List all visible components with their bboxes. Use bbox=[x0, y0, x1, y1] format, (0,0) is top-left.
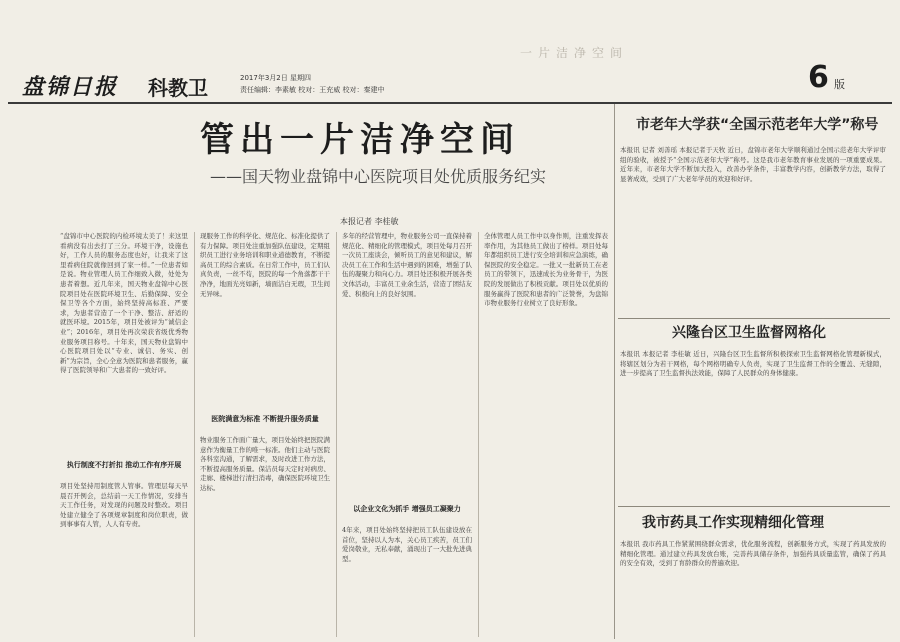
article-subhead-1: 执行制度不打折扣 推动工作有序开展 bbox=[66, 461, 182, 469]
article-column-4: 全体管理人员工作中以身作则，注重发挥表率作用，为其他员工做出了榜样。项目处每年都组织员工进行安全培训和应急演练，确保医院的安全稳定。一批又一批新员工在老员工的带领下，迅速成长为业务骨干，为医院的发展做出了积极贡献。项目处以优质的服务赢得了医院和患者的广泛赞誉，为盘锦市物业服务行业树立了良好形象。 bbox=[484, 232, 608, 308]
side-headline-3: 我市药具工作实现精细化管理 bbox=[642, 515, 824, 531]
column-divider bbox=[336, 232, 337, 637]
editors-line: 责任编辑：李素敏 校对：王充威 校对：秦建中 bbox=[240, 86, 385, 94]
side-headline-2: 兴隆台区卫生监督网格化 bbox=[672, 325, 826, 341]
article-column-2: 现服务工作的科学化、规范化、标准化提供了有力保障。项目处注重加强队伍建设，定期组织员工进行业务培训和职业道德教育，不断提高员工的综合素质。在日常工作中，员工们认真负责，一丝不苟，医院的每一个角落都干干净净，地面光亮如新，墙面洁白无瑕，卫生间无异味。 bbox=[200, 232, 330, 298]
section-rule bbox=[618, 318, 890, 319]
issue-date: 2017年3月2日 星期四 bbox=[240, 74, 311, 82]
side-body-1: 本报讯 记者 刘善瑶 本报记者于天牧 近日，盘锦市老年大学顺利通过全国示范老年大学评审组的验收，被授予“全国示范老年大学”称号。这是我市老年教育事业发展的一项重要成果。近年来，市老年大学不断加大投入，改善办学条件，丰富教学内容，创新教学方法，取得了显著成效，受到了广大老年学员的欢迎和好评。 bbox=[620, 146, 886, 183]
article-subhead-2: 医院满意为标准 不断提升服务质量 bbox=[211, 415, 319, 423]
article-column-1b: 项目处坚持用制度管人管事。管理层每天早晨召开例会，总结前一天工作情况，安排当天工作任务，对发现的问题及时整改。项目处建立健全了各项规章制度和岗位职责，做到事事有人管，人人有专责。 bbox=[60, 482, 188, 529]
main-byline: 本报记者 李桂敏 bbox=[340, 217, 399, 226]
article-subhead-3: 以企业文化为抓手 增强员工凝聚力 bbox=[353, 505, 461, 513]
page-suffix: 版 bbox=[834, 78, 845, 91]
main-headline: 管出一片洁净空间 bbox=[200, 120, 520, 160]
column-divider bbox=[478, 232, 479, 637]
main-subheadline: ——国天物业盘锦中心医院项目处优质服务纪实 bbox=[210, 167, 547, 186]
paper-name: 盘锦日报 bbox=[22, 74, 119, 100]
section-name: 科教卫 bbox=[148, 76, 208, 100]
article-column-3: 多年的经营管理中，物业服务公司一直保持着规范化、精细化的管理模式，项目处每月召开一次员工座谈会，倾听员工的意见和建议，解决员工在工作和生活中遇到的困难，增强了队伍的凝聚力和向心力。项目处还积极开展各类文体活动，丰富员工业余生活，营造了团结友爱、积极向上的良好氛围。 bbox=[342, 232, 472, 298]
article-column-3b: 4年来，项目处始终坚持把员工队伍建设放在首位，坚持以人为本，关心员工疾苦，员工们爱岗敬业，无私奉献，涌现出了一大批先进典型。 bbox=[342, 526, 472, 563]
page-number: 6 bbox=[808, 60, 829, 95]
side-body-3: 本报讯 我市药具工作紧紧围绕群众需求，优化服务流程，创新服务方式，实现了药具发放的精细化管理。通过建立药具发放台账，完善药具储存条件，加强药具质量监管，确保了药具的安全有效，受到了育龄群众的普遍欢迎。 bbox=[620, 540, 886, 568]
masthead bbox=[8, 60, 892, 104]
side-headline-1: 市老年大学获“全国示范老年大学”称号 bbox=[636, 117, 879, 133]
section-rule bbox=[618, 506, 890, 507]
section-divider bbox=[614, 104, 615, 639]
article-column-2b: 物业服务工作面广量大，项目处始终把医院满意作为衡量工作的唯一标准。他们主动与医院各科室沟通，了解需求，及时改进工作方法，不断提高服务质量。保洁员每天定时对病房、走廊、楼梯进行清扫消毒，确保医院环境卫生达标。 bbox=[200, 436, 330, 492]
side-body-2: 本报讯 本报记者 李桂敏 近日，兴隆台区卫生监督所积极探索卫生监督网格化管理新模式，将辖区划分为若干网格，每个网格明确专人负责，实现了卫生监督工作的全覆盖、无缝隙，进一步提高了卫生监督执法效能，保障了人民群众的身体健康。 bbox=[620, 350, 886, 378]
column-divider bbox=[194, 232, 195, 637]
bleed-through-text: 一片洁净空间 bbox=[520, 46, 629, 58]
article-column-1: “盘锦市中心医院的内检环境太美了！来这里看病没有出去打了三分。环境干净，设施也好，工作人员的服务态度也好，让我来了这里看病住院就像回到了家一样。”一位患者如是说。物业管理人员工作细致入微，处处为患者着想。近几年来，国天物业盘锦中心医院项目处在医院环境卫生、后勤保障、安全保卫等各个方面，始终坚持高标准、严要求，为患者营造了一个干净、整洁、舒适的就医环境。2015年，项目处被评为“诚信企业”；2016年，项目处再次荣获省级优秀物业服务项目称号。十年来，国天物业盘锦中心医院项目处以“专业、诚信、务实、创新”为宗旨，全心全意为医院和患者服务，赢得了医院领导和广大患者的一致好评。 bbox=[60, 232, 188, 375]
